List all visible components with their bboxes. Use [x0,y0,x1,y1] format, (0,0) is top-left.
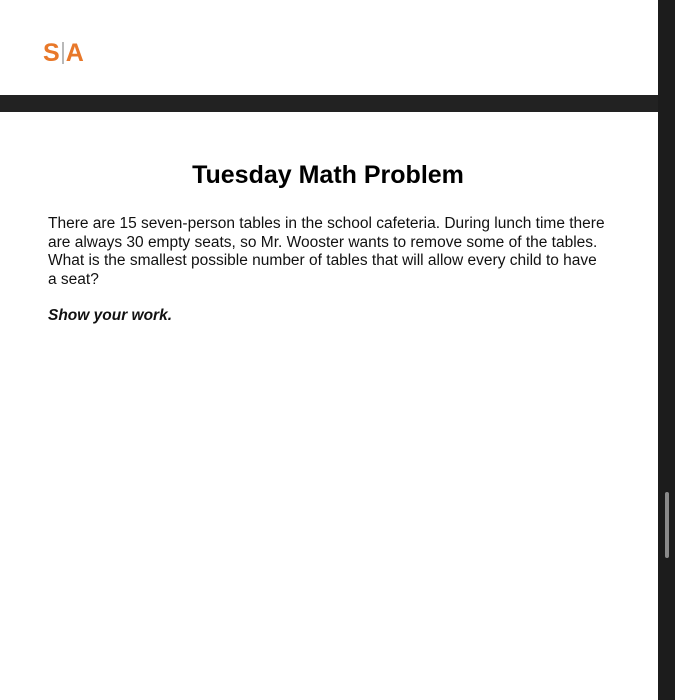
problem-content [48,155,608,326]
logo-letter-s: S [43,39,60,67]
problem-text: There are 15 seven-person tables in the school cafeteria. During lunch time there are always 30 empty seats, so Mr. Wooster wants to remove some of the tables. What is the smallest possible number of tables that will allow every child to have a seat? [48,215,605,288]
scrollbar-track[interactable] [658,0,675,700]
header-divider-bar [0,95,658,112]
logo-separator [62,42,64,64]
scrollbar-thumb[interactable] [665,492,669,558]
header [0,0,658,95]
logo-letter-a: A [65,39,84,67]
logo[interactable] [43,38,84,68]
page-title: Tuesday Math Problem [192,161,464,189]
instruction-text: Show your work. [48,307,173,324]
